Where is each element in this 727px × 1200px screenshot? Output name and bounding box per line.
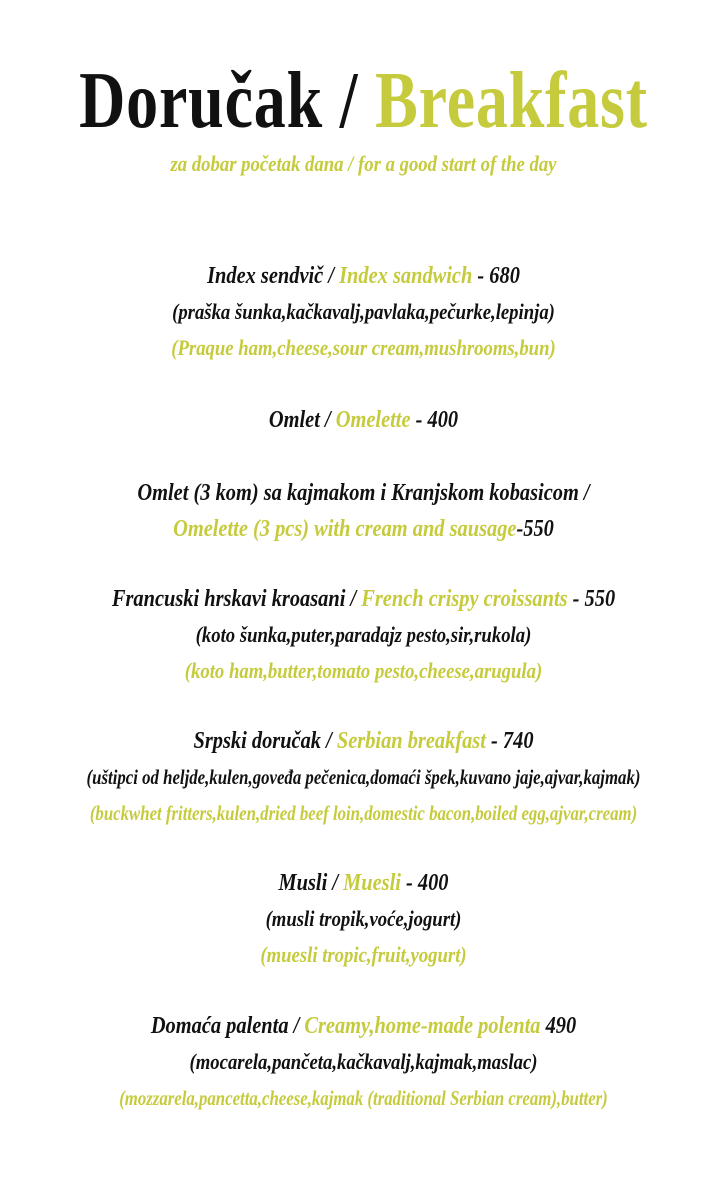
menu-subtitle: za dobar početak dana / for a good start of the day: [170, 151, 557, 176]
item-name-local: Omlet (3 kom) sa kajmakom i Kranjskom kobasicom /: [137, 480, 590, 506]
item-name-english: Muesli: [343, 870, 401, 896]
item-description-local: (praška šunka,kačkavalj,pavlaka,pečurke,lepinja): [172, 299, 555, 324]
item-name-local: Omlet /: [268, 407, 331, 433]
menu-item-serbian-breakfast: [0, 723, 727, 831]
item-name-english: Creamy,home-made polenta: [304, 1013, 541, 1039]
item-price: - 740: [491, 728, 534, 754]
menu-item-muesli: [0, 865, 727, 973]
menu-item-index-sandwich: [0, 258, 727, 366]
item-description-local: (musli tropik,voće,jogurt): [265, 906, 462, 931]
item-name-line: [55, 511, 673, 547]
item-name-line: [55, 581, 673, 617]
menu-item-omelette: [0, 402, 727, 438]
item-description-local: (mocarela,pančeta,kačkavalj,kajmak,maslac): [189, 1049, 538, 1074]
item-name-local: Domaća palenta /: [150, 1013, 300, 1039]
item-name-english: French crispy croissants: [361, 586, 568, 612]
item-description-english: (buckwhet fritters,kulen,dried beef loin,domestic bacon,boiled egg,ajvar,cream): [89, 801, 638, 825]
item-name-local: Musli /: [278, 870, 338, 896]
item-description-local: (koto šunka,puter,paradajz pesto,sir,rukola): [195, 622, 532, 647]
item-description-english: (Praque ham,cheese,sour cream,mushrooms,bun): [171, 335, 556, 360]
item-price: - 400: [415, 407, 459, 433]
menu-title: [73, 56, 655, 146]
item-description-local: (uštipci od heljde,kulen,goveđa pečenica,domaći špek,kuvano jaje,ajvar,kajmak): [86, 765, 641, 789]
item-name-line: [55, 865, 673, 901]
item-name-local: Index sendvič /: [207, 263, 335, 289]
title-english: Breakfast: [375, 57, 648, 145]
item-price: -550: [516, 516, 554, 542]
item-description-english: (mozzarela,pancetta,cheese,kajmak (traditional Serbian cream),butter): [119, 1086, 608, 1110]
item-name-english: Omelette: [335, 407, 411, 433]
item-name-english: Index sandwich: [339, 263, 473, 289]
item-name-english: Serbian breakfast: [336, 728, 486, 754]
item-price: - 680: [477, 263, 520, 289]
item-name-english: Omelette (3 pcs) with cream and sausage: [173, 516, 517, 542]
item-name-local: Srpski doručak /: [193, 728, 332, 754]
item-description-english: (muesli tropic,fruit,yogurt): [260, 942, 467, 967]
item-price: - 550: [572, 586, 616, 612]
menu-item-croissants: [0, 581, 727, 689]
item-name-line: [55, 1008, 673, 1044]
item-price: 490: [545, 1013, 577, 1039]
menu-item-omelette-sausage: [0, 475, 727, 547]
item-name-line: [55, 402, 673, 438]
item-name-local: Francuski hrskavi kroasani /: [111, 586, 357, 612]
item-name-line: [55, 258, 673, 294]
menu-item-polenta: [0, 1008, 727, 1116]
item-price: - 400: [406, 870, 449, 896]
title-local: Doručak /: [79, 57, 359, 145]
item-name-line: [55, 723, 673, 759]
item-description-english: (koto ham,butter,tomato pesto,cheese,arugula): [184, 658, 543, 683]
